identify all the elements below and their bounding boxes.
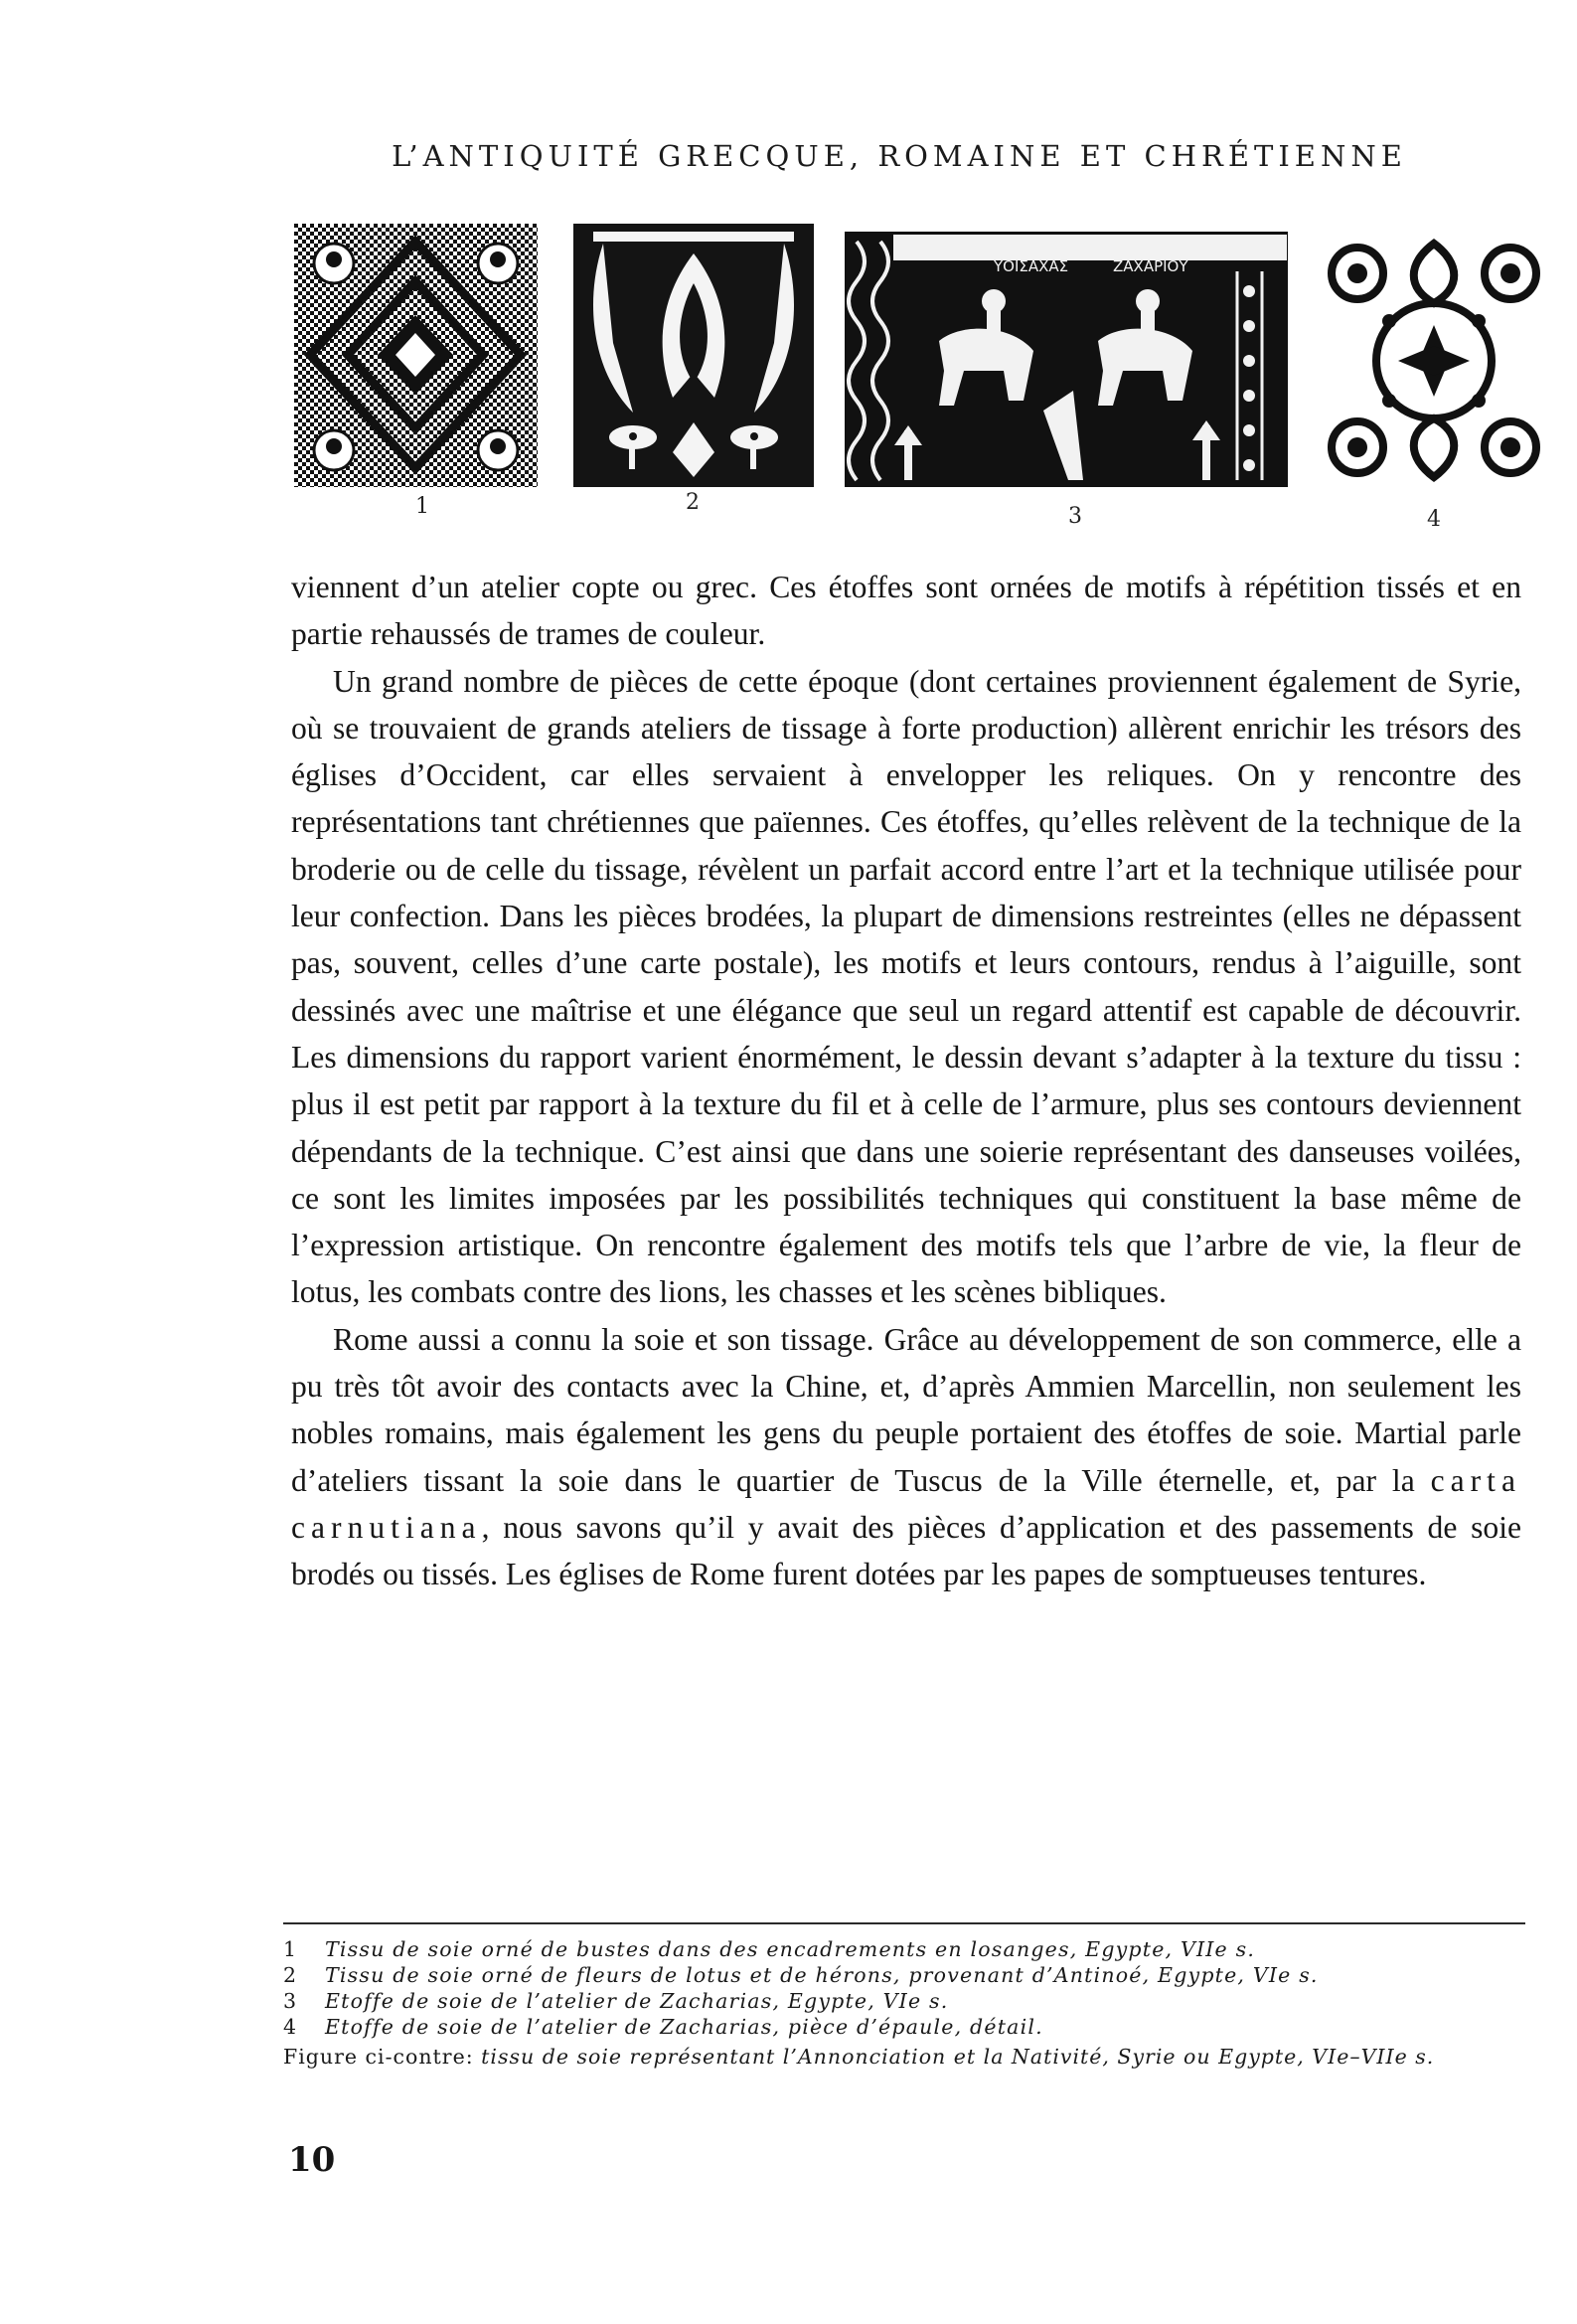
- paragraph-1: viennent d’un atelier copte ou grec. Ces étoffes sont ornées de motifs à répétition tissés et en partie rehaussés de trames de couleur.: [291, 570, 1521, 652]
- footnote-text: Tissu de soie orné de fleurs de lotus et de hérons, provenant d’Antinoé, Egypte, VIe s.: [325, 1963, 1319, 1987]
- footnote-number: 4: [283, 2015, 297, 2039]
- lotus-heron-pattern-icon: [573, 224, 814, 487]
- main-text: [291, 564, 1521, 1598]
- footnote-text: Tissu de soie orné de bustes dans des encadrements en losanges, Egypte, VIIe s.: [325, 1937, 1256, 1961]
- plate-3-inscription-right: ΖΑΧΑΡΙΟΥ: [1113, 257, 1188, 275]
- paragraph-3-part-2: , nous savons qu’il y avait des pièces d’application et des passements de soie brodés ou tissés. Les églises de Rome furent dotées par les papes de somptueuses tentures.: [291, 1509, 1521, 1592]
- figure-caption-text: tissu de soie représentant l’Annonciation et la Nativité, Syrie ou Egypte, VIe–VIIe s.: [481, 2045, 1435, 2069]
- paragraph-3-part-1: Rome aussi a connu la soie et son tissage. Grâce au développement de son commerce, elle a pu très tôt avoir des contacts avec la Chine, et, d’après Ammien Marcellin, non seulement les nobles romains, mais également les gens du peuple portaient des étoffes de soie. Martial parle d’ateliers tissant la soie dans le quartier de Tuscus de la Ville éternelle, et, par la: [291, 1321, 1521, 1498]
- plate-3-image: [845, 232, 1288, 487]
- footnote-text: Etoffe de soie de l’atelier de Zacharias, Egypte, VIe s.: [325, 1989, 949, 2013]
- plate-3-inscription-left: ΥΟΙΣΑΧΑΣ: [994, 257, 1069, 275]
- figure-caption-lead: Figure ci-contre:: [283, 2045, 474, 2069]
- footnote-rule: [283, 1922, 1525, 1924]
- zacharias-horsemen-icon: [845, 232, 1288, 487]
- lozenge-bust-pattern-icon: [294, 224, 538, 487]
- carta-carnutiana: carta carnutiana: [291, 1462, 1521, 1545]
- medallion-ornament-icon: [1328, 234, 1540, 487]
- footnote-4: [283, 2014, 1530, 2040]
- footnote-2: [283, 1962, 1530, 1988]
- plate-4-image: [1328, 234, 1540, 487]
- running-title: L’ANTIQUITÉ GRECQUE, ROMAINE ET CHRÉTIENNE: [392, 139, 1407, 173]
- plate-4-number: 4: [1427, 507, 1441, 532]
- footnote-text: Etoffe de soie de l’atelier de Zacharias, pièce d’épaule, détail.: [325, 2015, 1043, 2039]
- footnote-number: 1: [283, 1937, 297, 1961]
- paragraph-3: [291, 1316, 1521, 1598]
- plate-2-number: 2: [686, 490, 700, 515]
- plate-3-number: 3: [1068, 504, 1082, 529]
- textile-plates: [0, 224, 1577, 532]
- footnote-number: 2: [283, 1963, 297, 1987]
- figure-caption: [283, 2044, 1530, 2070]
- footnote-3: [283, 1988, 1530, 2014]
- paragraph-2: Un grand nombre de pièces de cette époque (dont certaines proviennent également de Syrie, où se trouvaient de grands ateliers de tissage à forte production) allèrent enrichir les trésors des églises d’Occident, car elles servaient à envelopper les reliques. On y rencontre des représentations tant chrétiennes que païennes. Ces étoffes, qu’elles relèvent de la technique de la broderie ou de celle du tissage, révèlent un parfait accord entre l’art et la technique utilisée pour leur confection. Dans les pièces brodées, la plupart de dimensions restreintes (elles ne dépassent pas, souvent, celles d’une carte postale), les motifs et leurs contours, rendus à l’aiguille, sont dessinés avec une maîtrise et une élégance que seul un regard attentif est capable de découvrir. Les dimensions du rapport varient énormément, le dessin devant s’adapter à la texture du tissu : plus il est petit par rapport à la texture du fil et à celle de l’armure, plus ses contours deviennent dépendants de la technique. C’est ainsi que dans une soierie représentant des danseuses voilées, ce sont les limites imposées par les possibilités techniques qui constituent la base même de l’expression artistique. On rencontre également des motifs tels que l’arbre de vie, la fleur de lotus, les combats contre des lions, les chasses et les scènes bibliques.: [291, 663, 1521, 1310]
- plate-1-number: 1: [415, 494, 429, 519]
- footnotes: [283, 1936, 1530, 2070]
- plate-1-image: [294, 224, 538, 487]
- footnote-number: 3: [283, 1989, 297, 2013]
- page-number: 10: [288, 2140, 336, 2180]
- plate-2-image: [573, 224, 814, 487]
- footnote-1: [283, 1936, 1530, 1962]
